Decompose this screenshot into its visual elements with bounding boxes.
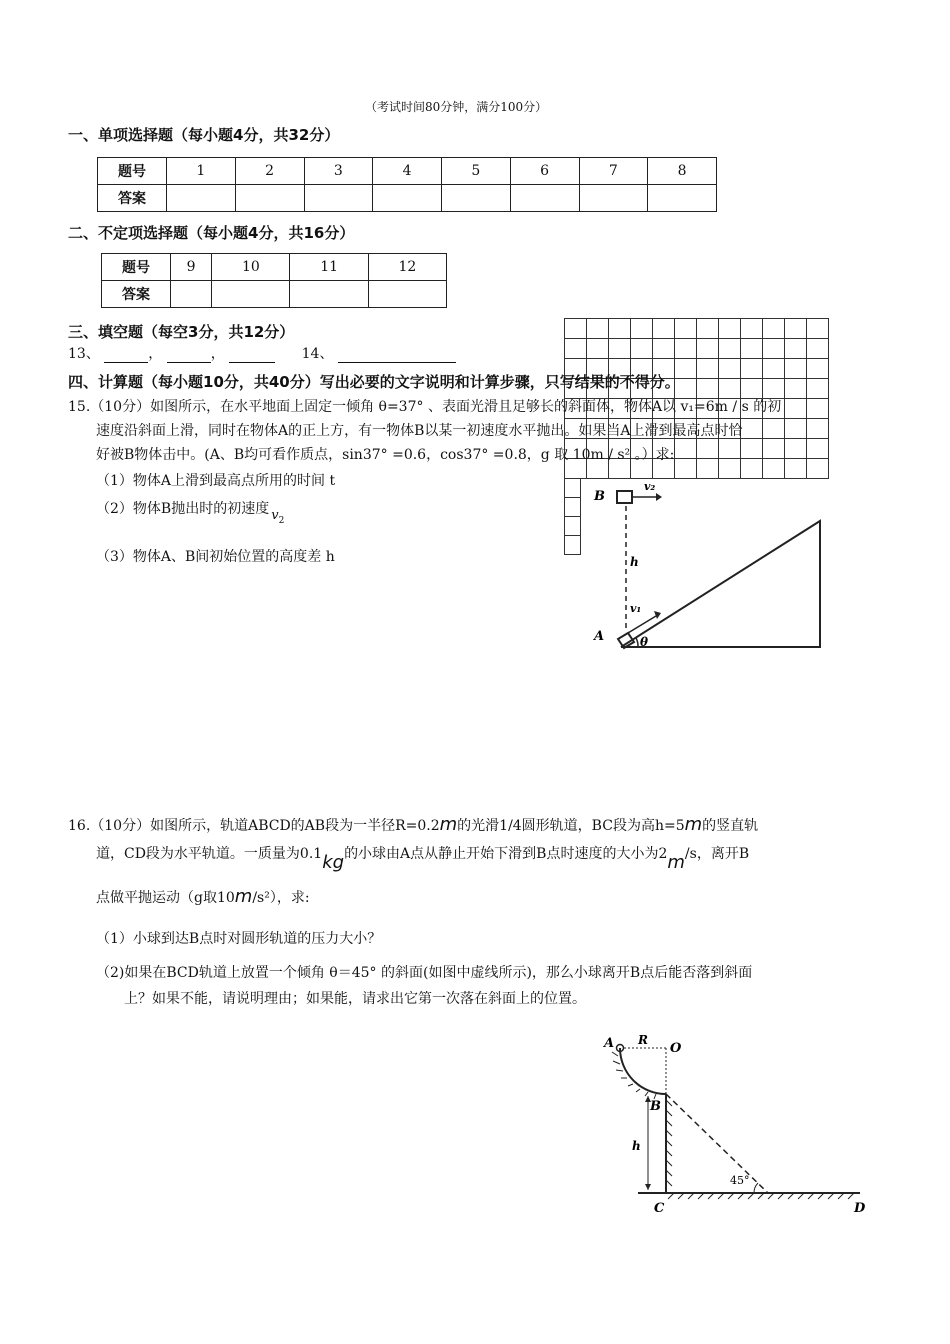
answer-cell[interactable] <box>304 185 373 212</box>
q16-sub2-line2: 上？如果不能，请说明理由；如果能，请求出它第一次落在斜面上的位置。 <box>124 991 586 1007</box>
exam-note: （考试时间80分钟，满分100分） <box>365 100 548 114</box>
table-row <box>102 254 447 281</box>
q13-label: 13、 <box>68 346 100 362</box>
unit-m: m <box>684 814 703 835</box>
question-number: 9 <box>171 254 212 281</box>
q16-sub2-line1: （2)如果在BCD轨道上放置一个倾角 θ＝45° 的斜面(如图中虚线所示)，那么小球离开B点后能否落到斜面 <box>96 965 753 981</box>
label-h: h <box>630 555 639 569</box>
label-R: R <box>638 1033 648 1047</box>
answer-cell[interactable] <box>212 281 290 308</box>
q16-line1c: 的竖直轨 <box>702 818 759 834</box>
answer-cell[interactable] <box>510 185 579 212</box>
question-number: 7 <box>579 158 648 185</box>
separator: ， <box>148 346 163 362</box>
answer-table-1 <box>97 157 717 212</box>
q14-blank[interactable] <box>338 348 456 363</box>
q16-sub1: （1）小球到达B点时对圆形轨道的压力大小？ <box>96 931 382 947</box>
section4-title: 四、计算题（每小题10分，共40分）写出必要的文字说明和计算步骤，只写结果的不得分。 <box>68 373 680 391</box>
label-A: A <box>604 1036 615 1051</box>
q16-line3b: /s²），求: <box>252 890 310 906</box>
question-number: 12 <box>368 254 446 281</box>
row-label: 题号 <box>98 158 167 185</box>
question-number: 5 <box>442 158 511 185</box>
q16-line2b: 的小球由A点从静止开始下滑到B点时速度的大小为2 <box>344 846 668 862</box>
v2-subscript: 2 <box>278 516 285 526</box>
answer-cell[interactable] <box>368 281 446 308</box>
label-angle: 45° <box>730 1174 750 1187</box>
q15-sub2: （2）物体B抛出时的初速度 <box>96 501 270 517</box>
question-number: 8 <box>648 158 717 185</box>
q14-label: 14、 <box>301 346 334 362</box>
answer-cell[interactable] <box>171 281 212 308</box>
question-number: 4 <box>373 158 442 185</box>
question-number: 6 <box>510 158 579 185</box>
label-D: D <box>854 1201 866 1216</box>
row-label: 题号 <box>102 254 171 281</box>
section2-title: 二、不定项选择题（每小题4分，共16分） <box>68 224 355 242</box>
answer-table-2 <box>101 253 447 308</box>
answer-cell[interactable] <box>648 185 717 212</box>
label-O: O <box>670 1041 682 1056</box>
answer-cell[interactable] <box>290 281 368 308</box>
v2-symbol: v <box>271 508 279 523</box>
q16-figure <box>598 1030 870 1216</box>
label-v1: v₁ <box>630 602 642 615</box>
label-theta: θ <box>640 635 649 649</box>
answer-cell[interactable] <box>235 185 304 212</box>
q16-line2c: /s，离开B <box>684 846 750 862</box>
q15-sub3: （3）物体A、B间初始位置的高度差 h <box>96 549 335 565</box>
q16-line1b: 的光滑1/4圆形轨道，BC段为高h=5 <box>457 818 685 834</box>
q15-sub1: （1）物体A上滑到最高点所用的时间 t <box>96 473 336 489</box>
section1-title: 一、单项选择题（每小题4分，共32分） <box>68 126 340 144</box>
q15-figure <box>588 480 838 655</box>
answer-cell[interactable] <box>579 185 648 212</box>
separator: ， <box>210 346 225 362</box>
q15-line3: 好被B物体击中。(A、B均可看作质点，sin37° =0.6，cos37° =0.8，g 取 10m / s² 。）求: <box>96 447 675 463</box>
table-row <box>98 158 717 185</box>
unit-m: m <box>234 886 253 907</box>
section3-title: 三、填空题（每空3分，共12分） <box>68 323 295 341</box>
q13-blank-1[interactable] <box>104 348 148 363</box>
label-h: h <box>632 1139 641 1153</box>
table-row <box>102 281 447 308</box>
question-number: 1 <box>167 158 236 185</box>
label-B: B <box>594 489 605 504</box>
q13-blank-3[interactable] <box>229 348 275 363</box>
q16-line2a: 道，CD段为水平轨道。一质量为0.1 <box>96 846 323 862</box>
q16-line3a: 点做平抛运动（g取10 <box>96 890 235 906</box>
row-label: 答案 <box>102 281 171 308</box>
unit-kg: kg <box>322 852 345 873</box>
label-C: C <box>654 1201 665 1216</box>
table-row <box>98 185 717 212</box>
answer-cell[interactable] <box>373 185 442 212</box>
answer-cell[interactable] <box>167 185 236 212</box>
row-label: 答案 <box>98 185 167 212</box>
q15-line2: 速度沿斜面上滑，同时在物体A的正上方，有一物体B以某一初速度水平抛出。如果当A上滑到最高点时恰 <box>96 423 743 439</box>
question-number: 10 <box>212 254 290 281</box>
label-B: B <box>650 1099 661 1114</box>
question-number: 3 <box>304 158 373 185</box>
question-number: 11 <box>290 254 368 281</box>
unit-m: m <box>439 814 458 835</box>
label-A: A <box>594 629 605 644</box>
answer-cell[interactable] <box>442 185 511 212</box>
unit-m: m <box>667 852 685 873</box>
q15-line1: 15.（10分）如图所示，在水平地面上固定一倾角 θ=37° 、表面光滑且足够长的斜面体，物体A以 v₁=6m / s 的初 <box>68 399 782 415</box>
q13-blank-2[interactable] <box>167 348 211 363</box>
q16-line1a: 16.（10分）如图所示，轨道ABCD的AB段为一半径R=0.2 <box>68 818 440 834</box>
question-number: 2 <box>235 158 304 185</box>
label-v2: v₂ <box>644 480 656 493</box>
q16-text <box>68 814 888 1014</box>
fill-blank-row <box>68 343 456 363</box>
